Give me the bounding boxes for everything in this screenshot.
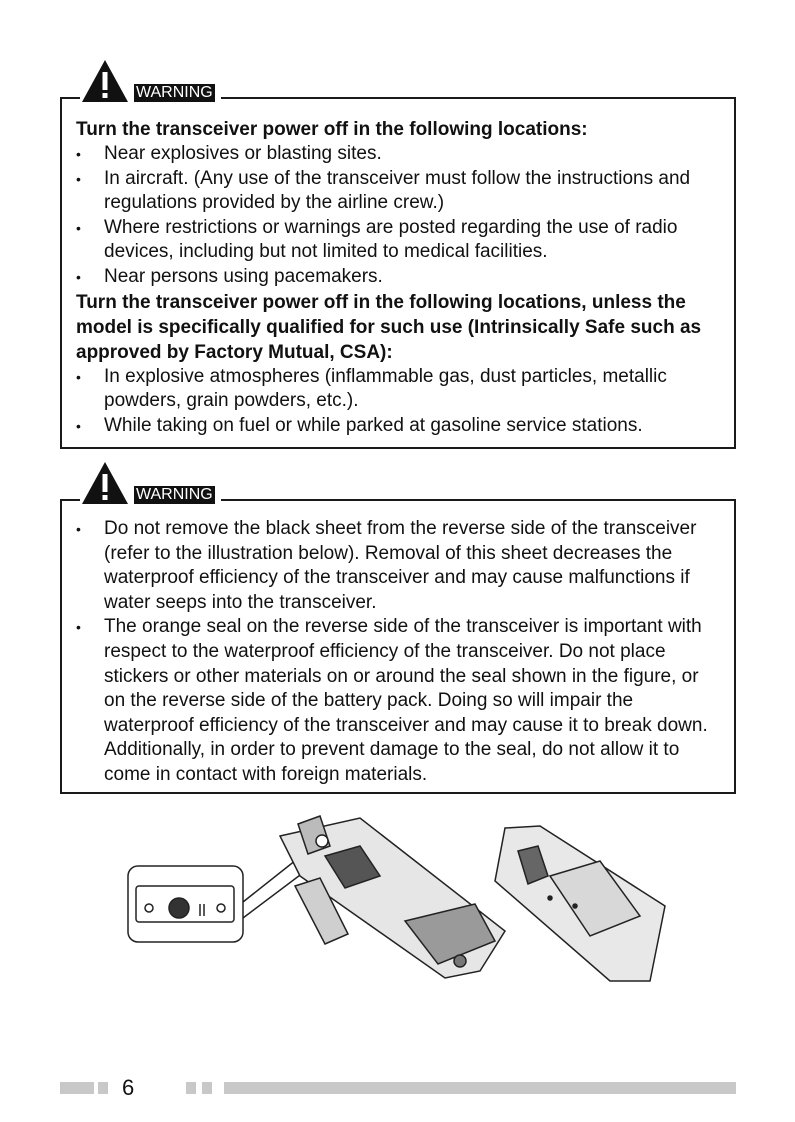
list-item: • In aircraft. (Any use of the transceiver must follow the instructions and regulations provided by the airline crew.) xyxy=(76,167,720,216)
list-item: • In explosive atmospheres (inflammable gas, dust particles, metallic powders, grain powders, etc.). xyxy=(76,365,720,414)
list-item: • While taking on fuel or while parked at gasoline service stations. xyxy=(76,414,720,439)
transceiver-illustration xyxy=(120,806,680,1006)
waterproof-list xyxy=(76,517,720,788)
list-item: • Where restrictions or warnings are posted regarding the use of radio devices, including but not limited to medical facilities. xyxy=(76,216,720,265)
location-list xyxy=(76,142,720,290)
warning-box-locations xyxy=(60,84,736,449)
warning-label: WARNING xyxy=(136,84,213,101)
footer-bar xyxy=(60,1082,94,1094)
page-number: 6 xyxy=(122,1075,135,1100)
hazard-list xyxy=(76,365,720,439)
page-footer xyxy=(60,1072,736,1102)
list-item: • The orange seal on the reverse side of the transceiver is important with respect to the waterproof efficiency of the transceiver. Do not place stickers or other materials on or around the seal shown in the figure, or on the reverse side of the battery pack. Doing so will impair the waterproof efficiency of the transceiver and may cause it to break down. Additionally, in order to prevent damage to the seal, do not allow it to come in contact with foreign materials. xyxy=(76,615,720,787)
list-item: • Near persons using pacemakers. xyxy=(76,265,720,290)
footer-bar xyxy=(98,1082,108,1094)
warning-heading-intrinsically-safe: Turn the transceiver power off in the following locations, unless the model is specifically qualified for such use (Intrinsically Safe such as approved by Factory Mutual, CSA): xyxy=(76,291,702,363)
warning-header xyxy=(80,58,221,104)
warning-box-waterproof xyxy=(60,486,736,794)
orange-seal-icon xyxy=(169,898,189,918)
footer-bar xyxy=(186,1082,196,1094)
battery-pack xyxy=(495,826,665,981)
warning-label: WARNING xyxy=(136,486,213,503)
footer-bar xyxy=(202,1082,212,1094)
list-item: • Do not remove the black sheet from the reverse side of the transceiver (refer to the illustration below). Removal of this sheet decreases the waterproof efficiency of the transceiver and may cause malfunctions if water seeps into the transceiver. xyxy=(76,517,720,615)
warning-heading-power-off: Turn the transceiver power off in the following locations: xyxy=(76,119,588,140)
list-item: • Near explosives or blasting sites. xyxy=(76,142,720,167)
footer-bar xyxy=(224,1082,736,1094)
warning-triangle-icon xyxy=(80,460,130,506)
transceiver-body xyxy=(280,816,505,978)
warning-header xyxy=(80,460,221,506)
warning-triangle-icon xyxy=(80,58,130,104)
